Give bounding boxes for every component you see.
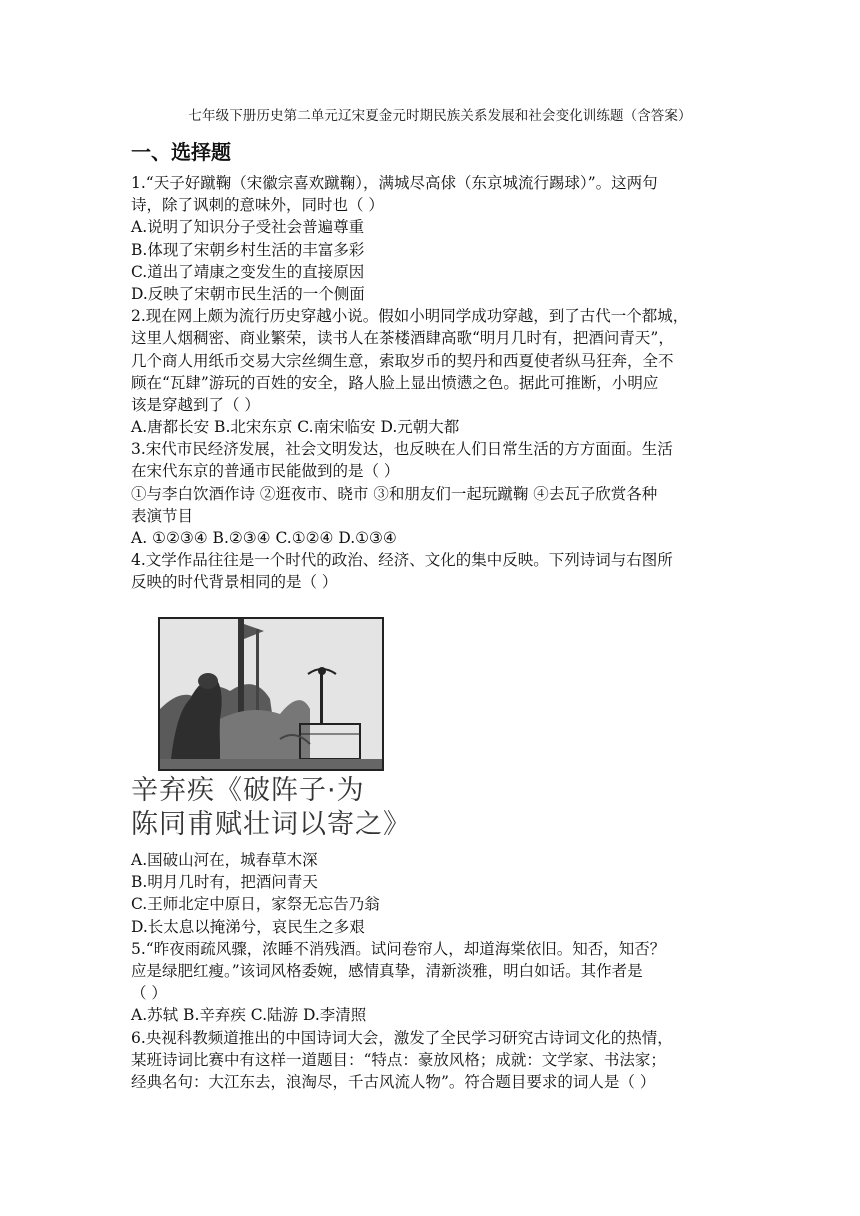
text-line: 5.“昨夜雨疏风骤，浓睡不消残酒。试问卷帘人，却道海棠依旧。知否，知否？ (131, 939, 666, 958)
text-line: A. ①②③④ B.②③④ C.①②④ D.①③④ (131, 529, 397, 547)
text-line: 某班诗词比赛中有这样一道题目：“特点：豪放风格；成就：文学家、书法家； (131, 1050, 666, 1069)
painting-svg (160, 619, 382, 769)
text-line: D.反映了宋朝市民生活的一个侧面 (131, 284, 365, 303)
figure-caption (131, 774, 431, 842)
text-line: （ ） (131, 984, 167, 1003)
text-line: A.苏轼 B.辛弃疾 C.陆游 D.李清照 (131, 1006, 367, 1025)
text-line: 4.文学作品往往是一个时代的政治、经济、文化的集中反映。下列诗词与右图所 (131, 551, 673, 570)
text-line: 几个商人用纸币交易大宗丝绸生意，索取岁币的契丹和西夏使者纵马狂奔，全不 (131, 351, 674, 370)
caption-line-1: 辛弃疾《破阵子·为 (131, 775, 365, 806)
text-line: B.体现了宋朝乡村生活的丰富多彩 (131, 240, 365, 259)
document-title: 七年级下册历史第二单元辽宋夏金元时期民族关系发展和社会变化训练题（含答案） (188, 108, 692, 124)
text-line: C.王师北定中原日，家祭无忘告乃翁 (131, 895, 380, 914)
text-line: A.国破山河在，城春草木深 (131, 851, 318, 869)
questions-part-2 (131, 849, 731, 1093)
text-line: 顾在“瓦肆”游玩的百姓的安全，路人脸上显出愤懑之色。据此可推断，小明应 (131, 373, 659, 392)
caption-line-2: 陈同甫赋壮词以寄之》 (131, 809, 411, 840)
text-line: 2.现在网上颇为流行历史穿越小说。假如小明同学成功穿越，到了古代一个都城， (131, 307, 689, 326)
text-line: 表演节目 (131, 506, 194, 525)
text-line: A.唐都长安 B.北宋东京 C.南宋临安 D.元朝大都 (131, 418, 460, 437)
section-title: 一、选择题 (131, 140, 231, 164)
text-line: 在宋代东京的普通市民能做到的是（ ） (131, 462, 400, 481)
text-line: A.说明了知识分子受社会普遍尊重 (131, 218, 365, 237)
text-line: 诗，除了讽刺的意味外，同时也（ ） (131, 196, 384, 215)
poem-illustration-figure (131, 612, 431, 848)
text-line: D.长太息以掩涕兮，哀民生之多艰 (131, 917, 365, 936)
questions-part-1 (131, 172, 731, 594)
text-line: 该是穿越到了（ ） (131, 395, 260, 414)
text-line: C.道出了靖康之变发生的直接原因 (131, 262, 365, 281)
text-line: 1.“天子好蹴鞠（宋徽宗喜欢蹴鞠），满城尽高俅（东京城流行踢球）”。这两句 (131, 174, 658, 192)
text-line: 反映的时代背景相同的是（ ） (131, 573, 338, 592)
text-line: 应是绿肥红瘦。”该词风格委婉，感情真挚，清新淡雅，明白如话。其作者是 (131, 961, 643, 980)
text-line: 3.宋代市民经济发展，社会文明发达，也反映在人们日常生活的方方面面。生活 (131, 440, 673, 459)
text-line: 这里人烟稠密、商业繁荣，读书人在茶楼酒肆高歌“明月几时有，把酒问青天”， (131, 329, 674, 348)
text-line: ①与李白饮酒作诗 ②逛夜市、晓市 ③和朋友们一起玩蹴鞠 ④去瓦子欣赏各种 (131, 484, 658, 503)
warrior-ink-painting-image (158, 617, 384, 771)
text-line: 6.央视科教频道推出的中国诗词大会，激发了全民学习研究古诗词文化的热情， (131, 1028, 673, 1047)
text-line: 经典名句：大江东去，浪淘尽，千古风流人物”。符合题目要求的词人是（ ） (131, 1072, 656, 1091)
text-line: B.明月几时有，把酒问青天 (131, 873, 318, 892)
